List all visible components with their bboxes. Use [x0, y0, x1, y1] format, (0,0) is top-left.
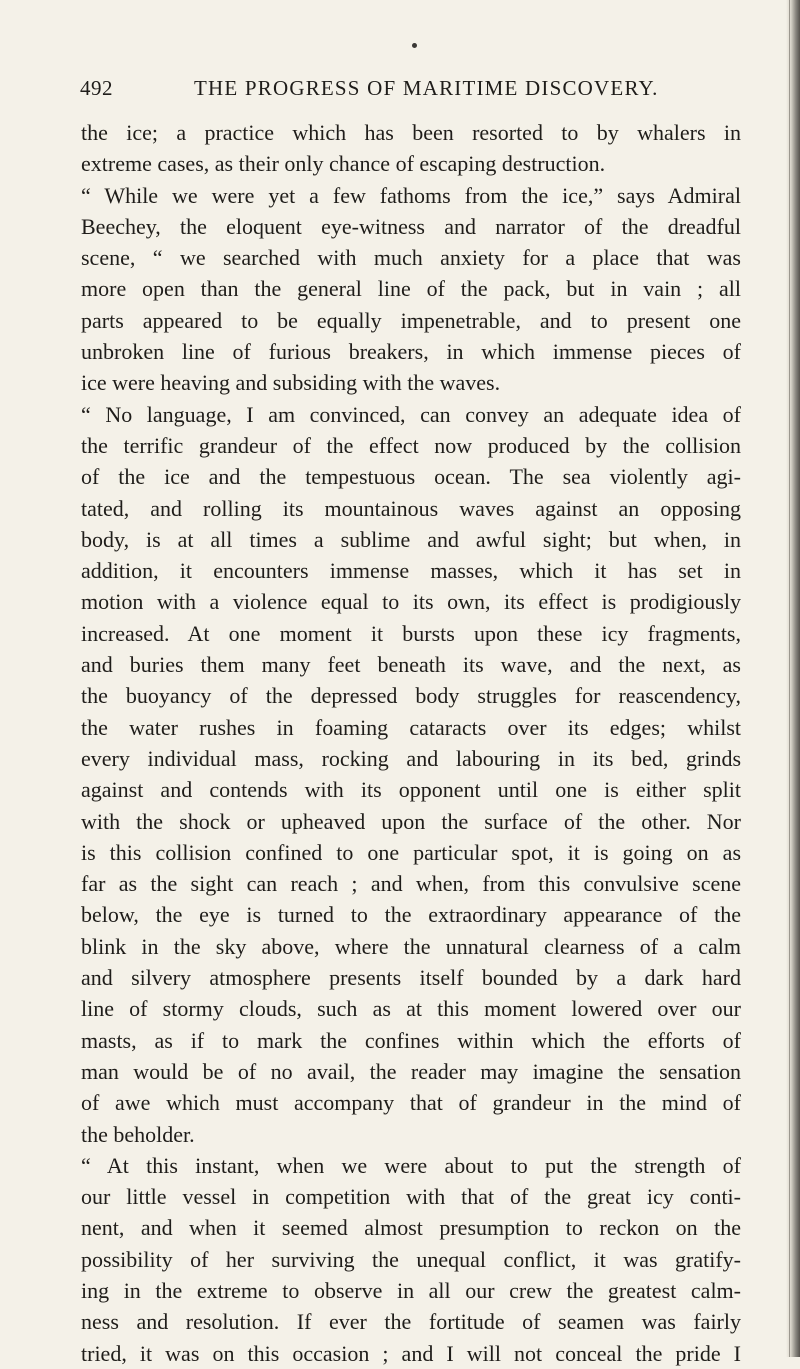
text-line: against and contends with its opponent until one is either split: [81, 777, 741, 803]
text-line: far as the sight can reach ; and when, from this convulsive scene: [81, 871, 741, 897]
text-line: ness and resolution. If ever the fortitude of seamen was fairly: [81, 1309, 741, 1335]
text-line: “ At this instant, when we were about to put the strength of: [81, 1152, 741, 1178]
text-line: ice were heaving and subsiding with the waves.: [81, 370, 501, 396]
text-line: and buries them many feet beneath its wave, and the next, as: [81, 652, 741, 678]
text-line: extreme cases, as their only chance of escaping destruction.: [81, 151, 606, 177]
text-line: “ No language, I am convinced, can convey an adequate idea of: [81, 401, 741, 427]
text-line: with the shock or upheaved upon the surface of the other. Nor: [81, 808, 741, 834]
body-text: [81, 117, 741, 1369]
text-line: unbroken line of furious breakers, in which immense pieces of: [81, 339, 741, 365]
text-line: the beholder.: [81, 1121, 195, 1147]
running-head: THE PROGRESS OF MARITIME DISCOVERY.: [194, 76, 659, 100]
text-line: motion with a violence equal to its own, its effect is prodigiously: [81, 589, 741, 615]
text-line: line of stormy clouds, such as at this moment lowered over our: [81, 996, 741, 1022]
text-line: the water rushes in foaming cataracts over its edges; whilst: [81, 714, 741, 740]
text-line: the buoyancy of the depressed body struggles for reascendency,: [81, 683, 741, 709]
text-line: is this collision confined to one particular spot, it is going on as: [81, 839, 741, 865]
page-number: 492: [80, 76, 113, 100]
text-line: body, is at all times a sublime and awful sight; but when, in: [81, 526, 741, 552]
text-line: and silvery atmosphere presents itself bounded by a dark hard: [81, 965, 741, 991]
text-line: every individual mass, rocking and labouring in its bed, grinds: [81, 745, 741, 771]
text-line: of awe which must accompany that of grandeur in the mind of: [81, 1090, 741, 1116]
page-edge-line: [789, 0, 790, 1357]
page-header: [80, 76, 738, 106]
text-line: tated, and rolling its mountainous waves against an opposing: [81, 495, 741, 521]
text-line: masts, as if to mark the confines within which the efforts of: [81, 1027, 741, 1053]
text-line: addition, it encounters immense masses, which it has set in: [81, 558, 741, 584]
text-line: below, the eye is turned to the extraordinary appearance of the: [81, 902, 741, 928]
text-line: of the ice and the tempestuous ocean. The sea violently agi-: [81, 464, 741, 490]
text-line: nent, and when it seemed almost presumption to reckon on the: [81, 1215, 741, 1241]
text-line: the terrific grandeur of the effect now produced by the collision: [81, 432, 741, 458]
text-line: increased. At one moment it bursts upon these icy fragments,: [81, 620, 741, 646]
text-line: our little vessel in competition with that of the great icy conti-: [81, 1184, 741, 1210]
text-line: man would be of no avail, the reader may imagine the sensation: [81, 1058, 741, 1084]
text-line: tried, it was on this occasion ; and I will not conceal the pride I: [81, 1340, 741, 1366]
ink-speck: [412, 43, 417, 48]
text-line: the ice; a practice which has been resorted to by whalers in: [81, 120, 741, 145]
text-line: parts appeared to be equally impenetrable, and to present one: [81, 307, 741, 333]
text-line: scene, “ we searched with much anxiety for a place that was: [81, 245, 741, 271]
text-line: ing in the extreme to observe in all our crew the greatest calm-: [81, 1277, 741, 1303]
text-line: possibility of her surviving the unequal conflict, it was gratify-: [81, 1246, 741, 1272]
text-line: Beechey, the eloquent eye-witness and narrator of the dreadful: [81, 213, 741, 239]
text-line: more open than the general line of the pack, but in vain ; all: [81, 276, 741, 302]
text-line: blink in the sky above, where the unnatural clearness of a calm: [81, 933, 741, 959]
text-line: “ While we were yet a few fathoms from the ice,” says Admiral: [81, 182, 741, 208]
